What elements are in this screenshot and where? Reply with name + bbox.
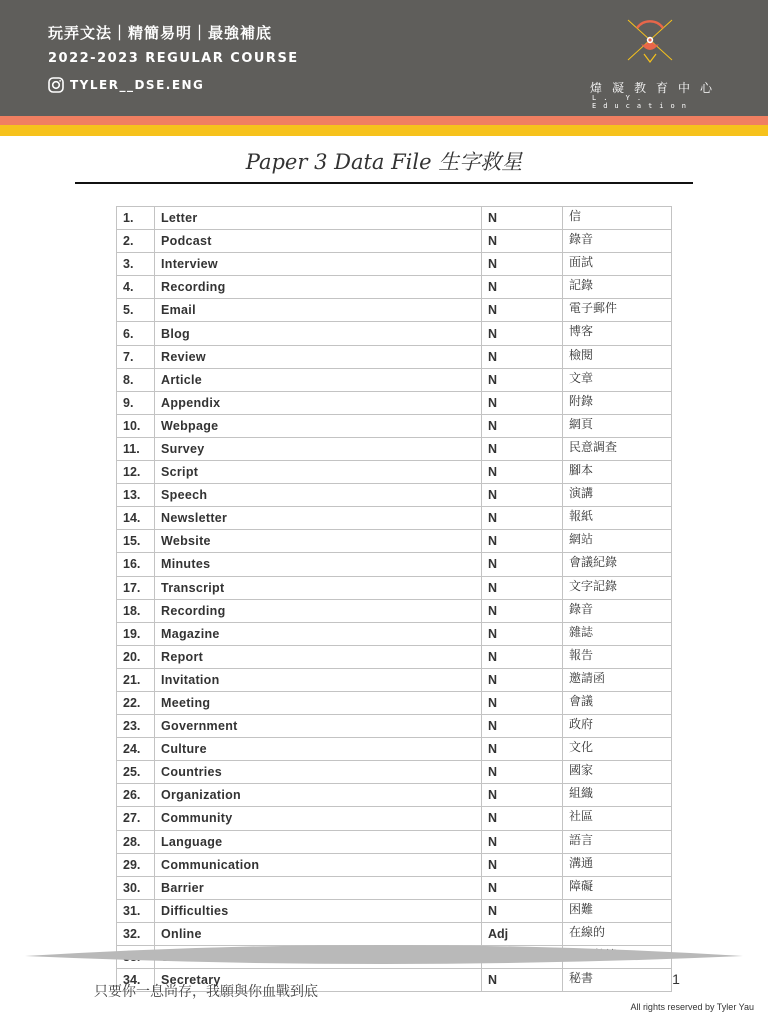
table-row bbox=[117, 322, 672, 345]
page-number: 1 bbox=[672, 971, 680, 987]
table-row bbox=[117, 553, 672, 576]
part-of-speech: N bbox=[482, 461, 563, 484]
chinese-translation: 語言 bbox=[563, 830, 672, 853]
english-term: Email bbox=[155, 299, 482, 322]
row-number: 4. bbox=[117, 276, 155, 299]
chinese-translation: 信 bbox=[563, 207, 672, 230]
chinese-translation: 國家 bbox=[563, 761, 672, 784]
english-term: Minutes bbox=[155, 553, 482, 576]
english-term: Magazine bbox=[155, 622, 482, 645]
table-row bbox=[117, 207, 672, 230]
row-number: 30. bbox=[117, 876, 155, 899]
table-row bbox=[117, 899, 672, 922]
row-number: 21. bbox=[117, 668, 155, 691]
english-term: Article bbox=[155, 368, 482, 391]
english-term: Blog bbox=[155, 322, 482, 345]
english-term: Organization bbox=[155, 784, 482, 807]
crosshair-compass-logo bbox=[624, 14, 676, 66]
table-row bbox=[117, 391, 672, 414]
row-number: 18. bbox=[117, 599, 155, 622]
english-term: Recording bbox=[155, 599, 482, 622]
table-row bbox=[117, 784, 672, 807]
row-number: 32. bbox=[117, 922, 155, 945]
row-number: 29. bbox=[117, 853, 155, 876]
english-term: Newsletter bbox=[155, 507, 482, 530]
part-of-speech: N bbox=[482, 437, 563, 460]
part-of-speech: N bbox=[482, 876, 563, 899]
english-term: Language bbox=[155, 830, 482, 853]
table-row bbox=[117, 276, 672, 299]
row-number: 24. bbox=[117, 738, 155, 761]
part-of-speech: N bbox=[482, 391, 563, 414]
vocab-table bbox=[116, 206, 672, 992]
chinese-translation: 網頁 bbox=[563, 414, 672, 437]
english-term: Review bbox=[155, 345, 482, 368]
table-row bbox=[117, 738, 672, 761]
table-row bbox=[117, 807, 672, 830]
table-row bbox=[117, 645, 672, 668]
row-number: 14. bbox=[117, 507, 155, 530]
chinese-translation: 邀請函 bbox=[563, 668, 672, 691]
row-number: 12. bbox=[117, 461, 155, 484]
row-number: 27. bbox=[117, 807, 155, 830]
english-term: Barrier bbox=[155, 876, 482, 899]
row-number: 9. bbox=[117, 391, 155, 414]
english-term: Community bbox=[155, 807, 482, 830]
table-row bbox=[117, 437, 672, 460]
part-of-speech: N bbox=[482, 830, 563, 853]
footer-swoosh bbox=[0, 938, 768, 974]
row-number: 2. bbox=[117, 230, 155, 253]
table-row bbox=[117, 668, 672, 691]
chinese-translation: 腳本 bbox=[563, 461, 672, 484]
table-row bbox=[117, 461, 672, 484]
part-of-speech: N bbox=[482, 553, 563, 576]
english-term: Survey bbox=[155, 437, 482, 460]
english-term: Speech bbox=[155, 484, 482, 507]
row-number: 8. bbox=[117, 368, 155, 391]
header-course: 2022-2023 REGULAR COURSE bbox=[48, 51, 299, 66]
header-tagline: 玩弄文法｜精簡易明｜最強補底 bbox=[48, 24, 273, 42]
english-term: Secretary bbox=[155, 969, 482, 992]
row-number: 19. bbox=[117, 622, 155, 645]
chinese-translation: 會議 bbox=[563, 691, 672, 714]
table-row bbox=[117, 599, 672, 622]
english-term: Report bbox=[155, 645, 482, 668]
row-number: 5. bbox=[117, 299, 155, 322]
part-of-speech: N bbox=[482, 738, 563, 761]
english-term: Countries bbox=[155, 761, 482, 784]
table-row bbox=[117, 230, 672, 253]
row-number: 26. bbox=[117, 784, 155, 807]
row-number: 15. bbox=[117, 530, 155, 553]
part-of-speech: N bbox=[482, 645, 563, 668]
row-number: 7. bbox=[117, 345, 155, 368]
chinese-translation: 面試 bbox=[563, 253, 672, 276]
part-of-speech: Adj bbox=[482, 922, 563, 945]
english-term: Recording bbox=[155, 276, 482, 299]
part-of-speech: N bbox=[482, 484, 563, 507]
chinese-translation: 錄音 bbox=[563, 599, 672, 622]
header-instagram bbox=[48, 77, 204, 93]
part-of-speech: N bbox=[482, 599, 563, 622]
row-number: 20. bbox=[117, 645, 155, 668]
chinese-translation: 錄音 bbox=[563, 230, 672, 253]
row-number: 28. bbox=[117, 830, 155, 853]
english-term: Website bbox=[155, 530, 482, 553]
header-stripe-coral bbox=[0, 116, 768, 125]
part-of-speech: N bbox=[482, 576, 563, 599]
english-term: Podcast bbox=[155, 230, 482, 253]
english-term: Invitation bbox=[155, 668, 482, 691]
chinese-translation: 記錄 bbox=[563, 276, 672, 299]
table-row bbox=[117, 761, 672, 784]
row-number: 1. bbox=[117, 207, 155, 230]
row-number: 17. bbox=[117, 576, 155, 599]
part-of-speech: N bbox=[482, 368, 563, 391]
english-term: Communication bbox=[155, 853, 482, 876]
part-of-speech: N bbox=[482, 530, 563, 553]
chinese-translation: 會議紀錄 bbox=[563, 553, 672, 576]
part-of-speech: N bbox=[482, 668, 563, 691]
part-of-speech: N bbox=[482, 691, 563, 714]
table-row bbox=[117, 691, 672, 714]
table-row bbox=[117, 853, 672, 876]
org-name: 煒凝教育中心 bbox=[590, 81, 723, 95]
part-of-speech: N bbox=[482, 414, 563, 437]
english-term: Webpage bbox=[155, 414, 482, 437]
chinese-translation: 網站 bbox=[563, 530, 672, 553]
chinese-translation: 報紙 bbox=[563, 507, 672, 530]
english-term: Letter bbox=[155, 207, 482, 230]
title-divider bbox=[75, 182, 693, 184]
part-of-speech: N bbox=[482, 345, 563, 368]
part-of-speech: N bbox=[482, 969, 563, 992]
header-banner bbox=[0, 0, 768, 116]
table-row bbox=[117, 530, 672, 553]
chinese-translation: 文章 bbox=[563, 368, 672, 391]
table-row bbox=[117, 715, 672, 738]
english-term: Government bbox=[155, 715, 482, 738]
row-number: 22. bbox=[117, 691, 155, 714]
chinese-translation: 檢閱 bbox=[563, 345, 672, 368]
instagram-icon bbox=[48, 77, 64, 93]
chinese-translation: 雜誌 bbox=[563, 622, 672, 645]
chinese-translation: 文化 bbox=[563, 738, 672, 761]
chinese-translation: 困難 bbox=[563, 899, 672, 922]
org-subtitle: L. Y. Education bbox=[592, 94, 693, 110]
table-row bbox=[117, 507, 672, 530]
row-number: 34. bbox=[117, 969, 155, 992]
row-number: 3. bbox=[117, 253, 155, 276]
part-of-speech: N bbox=[482, 784, 563, 807]
chinese-translation: 社區 bbox=[563, 807, 672, 830]
table-row bbox=[117, 253, 672, 276]
part-of-speech: N bbox=[482, 507, 563, 530]
chinese-translation: 溝通 bbox=[563, 853, 672, 876]
table-row bbox=[117, 299, 672, 322]
part-of-speech: N bbox=[482, 207, 563, 230]
row-number: 13. bbox=[117, 484, 155, 507]
part-of-speech: N bbox=[482, 322, 563, 345]
chinese-translation: 障礙 bbox=[563, 876, 672, 899]
row-number: 6. bbox=[117, 322, 155, 345]
chinese-translation: 演講 bbox=[563, 484, 672, 507]
chinese-translation: 政府 bbox=[563, 715, 672, 738]
chinese-translation: 電子郵件 bbox=[563, 299, 672, 322]
table-row bbox=[117, 484, 672, 507]
english-term: Difficulties bbox=[155, 899, 482, 922]
english-term: Script bbox=[155, 461, 482, 484]
english-term: Interview bbox=[155, 253, 482, 276]
part-of-speech: N bbox=[482, 761, 563, 784]
chinese-translation: 民意調查 bbox=[563, 437, 672, 460]
part-of-speech: N bbox=[482, 622, 563, 645]
chinese-translation: 文字記錄 bbox=[563, 576, 672, 599]
row-number: 31. bbox=[117, 899, 155, 922]
row-number: 25. bbox=[117, 761, 155, 784]
row-number: 23. bbox=[117, 715, 155, 738]
chinese-translation: 報告 bbox=[563, 645, 672, 668]
row-number: 10. bbox=[117, 414, 155, 437]
english-term: Meeting bbox=[155, 691, 482, 714]
row-number: 11. bbox=[117, 437, 155, 460]
part-of-speech: N bbox=[482, 253, 563, 276]
page-title: Paper 3 Data File 生字救星 bbox=[245, 150, 523, 174]
part-of-speech: N bbox=[482, 230, 563, 253]
part-of-speech: N bbox=[482, 299, 563, 322]
table-row bbox=[117, 876, 672, 899]
english-term: Appendix bbox=[155, 391, 482, 414]
part-of-speech: N bbox=[482, 853, 563, 876]
english-term: Transcript bbox=[155, 576, 482, 599]
instagram-handle: TYLER__DSE.ENG bbox=[70, 78, 205, 92]
chinese-translation: 在線的 bbox=[563, 922, 672, 945]
part-of-speech: N bbox=[482, 715, 563, 738]
english-term: Online bbox=[155, 922, 482, 945]
english-term: Culture bbox=[155, 738, 482, 761]
copyright-notice: All rights reserved by Tyler Yau bbox=[630, 1002, 754, 1012]
table-row bbox=[117, 345, 672, 368]
table-row bbox=[117, 414, 672, 437]
part-of-speech: N bbox=[482, 899, 563, 922]
part-of-speech: N bbox=[482, 276, 563, 299]
table-row bbox=[117, 576, 672, 599]
table-row bbox=[117, 830, 672, 853]
header-stripe-yellow bbox=[0, 125, 768, 136]
part-of-speech: N bbox=[482, 807, 563, 830]
chinese-translation: 組織 bbox=[563, 784, 672, 807]
row-number: 16. bbox=[117, 553, 155, 576]
table-row bbox=[117, 622, 672, 645]
chinese-translation: 秘書 bbox=[563, 969, 672, 992]
footer-motto: 只要你一息尚存，我願與你血戰到底 bbox=[94, 984, 318, 1000]
table-row bbox=[117, 368, 672, 391]
chinese-translation: 博客 bbox=[563, 322, 672, 345]
vocab-table-body bbox=[117, 207, 672, 992]
chinese-translation: 附錄 bbox=[563, 391, 672, 414]
